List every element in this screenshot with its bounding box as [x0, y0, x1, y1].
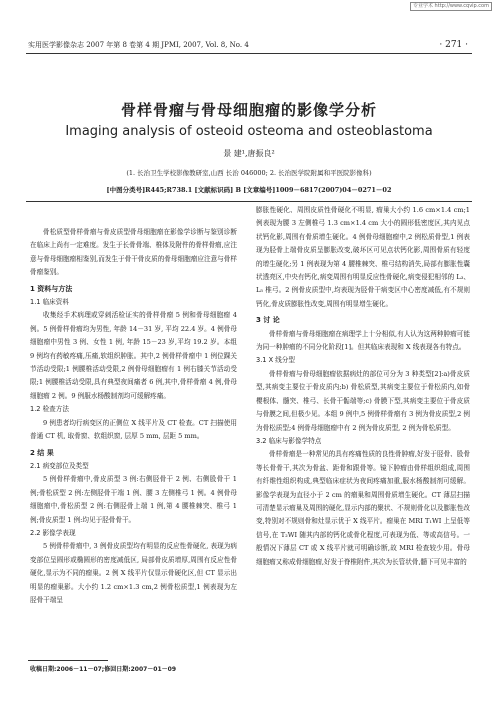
footnote-rule [28, 660, 108, 661]
title-english: Imaging analysis of osteoid osteoma and osteoblastoma [65, 124, 433, 139]
page-number: · 271 · [439, 40, 468, 50]
paragraph: 5 例骨样骨瘤中,骨皮质型 3 例:右侧胫骨干 2 例、右侧股骨干 1 例;骨松质型 2 例:左侧胫骨干端 1 例、腰 3 左侧椎弓 1 例。4 例骨母细胞瘤中,骨松质型 2 例:右侧胫骨上端 1 例,第 4 腰椎棘突、椎弓 1 例;骨皮质型 1 例:均见于胫骨骨干。 [30, 475, 237, 524]
section-heading: 2 结 果 [30, 448, 54, 457]
intro-paragraph: 骨松质型骨样骨瘤与骨皮质型骨母细胞瘤在影像学诊断与鉴别诊断在临床上尚有一定难度。发生于长骨骨端、椎体及附件的骨样骨瘤,应注意与骨母细胞瘤相鉴别,而发生于骨干骨皮质的骨母细胞瘤应注意与骨样骨瘤鉴别。 [30, 228, 237, 277]
subsection-heading: 1.2 检查方法 [30, 405, 69, 414]
paragraph: 膨胀性硬化、周围皮质性骨硬化不明显, 瘤巢大小约 1.6 cm×1.4 cm;1 例表现为腰 3 左侧椎弓 1.3 cm×1.4 cm 大小的圆形低密度区,其内见点状钙化影,周围有骨质增生硬化。4 例骨母细胞瘤中,2 例松质骨型,1 例表现为胫骨上端骨皮质呈膨胀改变,破坏区可见点状钙化影,周围骨质有轻度的增生硬化;另 1 例表现为第 4 腰椎棘突、椎弓结构消失,局部有膨胀性囊状透亮区,中央有钙化,病变周围有明显反应性骨硬化,病变侵犯相邻的 L₃、L₅ 椎弓。2 例骨皮质型中,均表现为胫骨干病变区中心密度减低,有不规则钙化,骨皮质膨胀性改变,周围有明显增生硬化。 [256, 206, 470, 308]
journal-header: 实用医学影像杂志 2007 年第 8 卷第 4 期 JPMI, 2007, Vol. 8, No. 4 [28, 41, 249, 49]
header-rule [26, 53, 472, 54]
title-chinese: 骨样骨瘤与骨母细胞瘤的影像学分析 [120, 101, 377, 119]
subsection-heading: 3.2 临床与影像学特点 [256, 436, 322, 445]
right-column [256, 204, 470, 569]
classification-line: [中图分类号]R445;R738.1 [文献标识码] B [文章编号]1009－6817(2007)04－0271－02 [106, 186, 392, 194]
subsection-heading: 2.2 影像学表现 [30, 528, 76, 537]
title-rule [26, 201, 472, 202]
left-column [30, 226, 237, 607]
paragraph: 5 例骨样骨瘤中, 3 例骨皮质型均有明显的反应性骨硬化, 表现为病变部位呈圆形或椭圆形的密度减低区, 局部骨皮质增厚,周围有反应性骨硬化,显示为不同的瘤巢。2 例 X 线平片仅显示骨硬化区,但 CT 显示出明显的瘤巢影。大小约 1.2 cm×1.3 cm,2 例骨松质型,1 例表现为左胫骨干端呈 [30, 542, 237, 604]
paragraph: 骨样骨瘤与骨母细胞瘤在病理学上十分相似,有人认为这两种肿瘤可能为同一种肿瘤的不同分化阶段[1]。但其临床表现和 X 线表现各有特点。 [256, 329, 470, 352]
subsection-heading: 2.1 病变部位及类型 [30, 461, 89, 470]
authors: 景 建¹,唐振良² [223, 149, 275, 158]
affiliation: (1. 长治卫生学校影像教研室,山西 长治 046000; 2. 长治医学院附属和平医院影像科) [126, 169, 372, 177]
received-date: 收稿日期:2006－11－07;修回日期:2007－01－09 [30, 666, 176, 673]
paragraph: 骨样骨瘤是一种常见的具有疼痛性质的良性骨肿瘤,好发于胫骨、股骨等长骨骨干,其次为骨盆、距骨和跟骨等。镜下肿瘤由骨样组织组成,周围有纤维性组织构成,典型临床症状为夜间疼痛加重,服水杨酸制剂可缓解。影像学表现为直径小于 2 cm 的瘤巢和周围骨质增生硬化。CT 薄层扫描可清楚显示瘤巢及周围的硬化,显示内部的聚状、不规则骨化以及膨胀性改变,特别对不规则骨和灶显示优于 X 线平片。瘤巢在 MRI T₁WI 上呈低等信号,在 T₂WI 随其内部的钙化或骨化程度,可表现为低、等或高信号。一般情况下薄层 CT 或 X 线平片就可明确诊断,故 MRI 检查较少用。骨母细胞瘤又称成骨细胞瘤,好发于脊椎附件,其次为长管状骨,髓下可见丰富的 [256, 450, 470, 566]
subsection-heading: 3.1 X 线分型 [256, 356, 295, 365]
watermark: 专业学术 http://www.cqvip.com [410, 2, 492, 11]
paragraph: 收集经手术病理或穿刺活检证实的骨样骨瘤 5 例和骨母细胞瘤 4 例。5 例骨样骨瘤均为男性, 年龄 14－31 岁, 平均 22.4 岁。4 例骨母细胞瘤中男性 3 例、女性 1 例, 年龄 15－23 岁,平均 19.2 岁。本组 9 例均有药敏疼痛,压痛,软组织肿胀。其中,2 例骨样骨瘤中 1 例位踝关节活动受限;1 例腰椎活动受限,2 例骨母细胞瘤有 1 例右膝关节活动受限;1 例腰椎活动受限,具有典型夜间痛者 6 例,其中,骨样骨瘤 4 例,骨母细胞瘤 2 例。9 例服水杨酸制剂均可缓解疼痛。 [30, 311, 237, 400]
section-heading: 1 资料与方法 [30, 284, 73, 293]
paragraph: 9 例患者均行病变区的正侧位 X 线平片及 CT 检查。CT 扫描使用普通 CT 机, 取骨窗、软组织窗, 层厚 5 mm, 层距 5 mm。 [30, 418, 237, 441]
section-heading: 3 讨 论 [256, 316, 280, 325]
paragraph: 骨样骨瘤与骨母细胞瘤依据病灶的部位可分为 3 种类型[2]:a)骨皮质型,其病变主要位于骨皮质内;b) 骨松质型,其病变主要位于骨松质内,如骨樱根体、髓突、椎弓、长骨干骺端等;c) 骨膜下型,其病变主要位于骨皮质与骨膜之间,但极少见。本组 9 例中,5 例骨样骨瘤有 3 例为骨皮质型,2 例为骨松质型;4 例骨母细胞瘤中有 2 例为骨皮质型, 2 例为骨松质型。 [256, 369, 470, 432]
subsection-heading: 1.1 临床资料 [30, 298, 69, 307]
